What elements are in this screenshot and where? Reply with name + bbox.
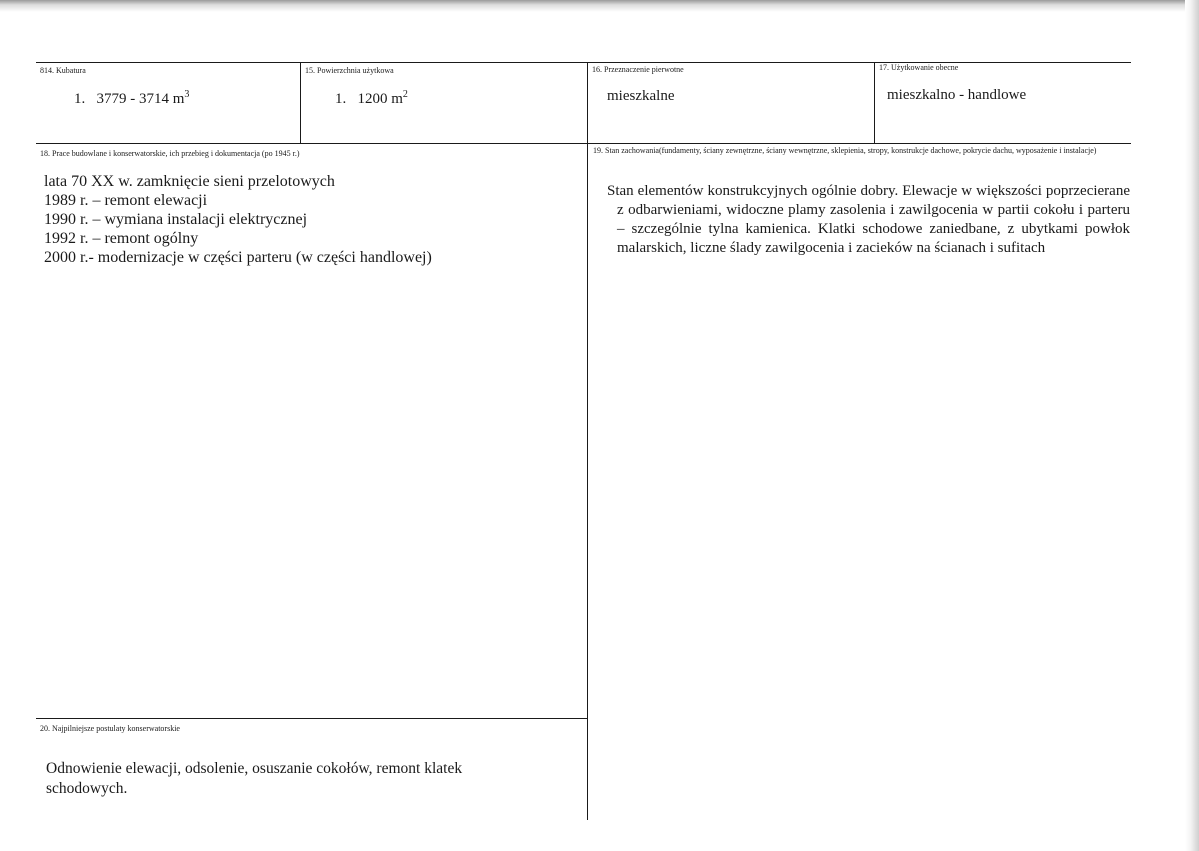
przeznaczenie-value: mieszkalne <box>607 88 675 104</box>
prace-entries <box>44 172 432 267</box>
powierzchnia-value-text: 1200 m <box>357 91 403 107</box>
kubatura-item-number: 1. <box>74 91 86 107</box>
przeznaczenie-label: 16. Przeznaczenie pierwotne <box>592 65 684 74</box>
rule-top <box>36 62 1131 63</box>
scan-edge-right <box>1185 0 1199 851</box>
scan-edge-top <box>0 0 1199 12</box>
postulaty-label: 20. Najpilniejsze postulaty konserwatorskie <box>40 724 180 733</box>
prace-label: 18. Prace budowlane i konserwatorskie, ich przebieg i dokumentacja (po 1945 r.) <box>40 149 300 158</box>
prace-entry: lata 70 XX w. zamknięcie sieni przelotowych <box>44 173 335 190</box>
rule-v3 <box>874 62 875 144</box>
uzytkowanie-value: mieszkalno - handlowe <box>887 87 1027 103</box>
postulaty-text: Odnowienie elewacji, odsolenie, osuszanie cokołów, remont klatek schodowych. <box>46 760 463 797</box>
stan-text-block <box>607 182 1130 258</box>
rule-v1 <box>300 62 301 144</box>
rule-row1-bottom <box>36 143 1131 144</box>
powierzchnia-item-number: 1. <box>335 91 347 107</box>
rule-left-lower <box>36 718 587 719</box>
stan-label: 19. Stan zachowania(fundamenty, ściany zewnętrzne, ściany wewnętrzne, sklepienia, stropy, konstrukcje dachowe, pokrycie dachu, wyposażenie i instalacje) <box>593 146 1097 155</box>
kubatura-label: 814. Kubatura <box>40 66 86 75</box>
kubatura-unit-superscript: 3 <box>184 89 190 100</box>
prace-entry: 1989 r. – remont elewacji <box>44 192 208 209</box>
rule-v-middle <box>587 62 588 820</box>
powierzchnia-unit-superscript: 2 <box>402 89 408 100</box>
prace-entry: 2000 r.- modernizacje w części parteru (w części handlowej) <box>44 249 432 266</box>
kubatura-value-text: 3779 - 3714 m <box>96 91 185 107</box>
kubatura-value <box>74 91 189 108</box>
stan-text: Stan elementów konstrukcyjnych ogólnie dobry. Elewacje w większości poprzecierane z odbarwieniami, widoczne plamy zasolenia i zawilgocenia w partii cokołu i parteru – szczególnie tylna kamienica. Klatki schodowe zaniedbane, z ubytkami powłok malarskich, liczne ślady zawilgocenia i zacieków na ścianach i sufitach <box>607 183 1130 256</box>
powierzchnia-value <box>335 91 408 108</box>
prace-entry: 1990 r. – wymiana instalacji elektrycznej <box>44 211 308 228</box>
prace-entry: 1992 r. – remont ogólny <box>44 230 199 247</box>
uzytkowanie-label: 17. Użytkowanie obecne <box>879 63 959 72</box>
powierzchnia-label: 15. Powierzchnia użytkowa <box>305 66 394 75</box>
